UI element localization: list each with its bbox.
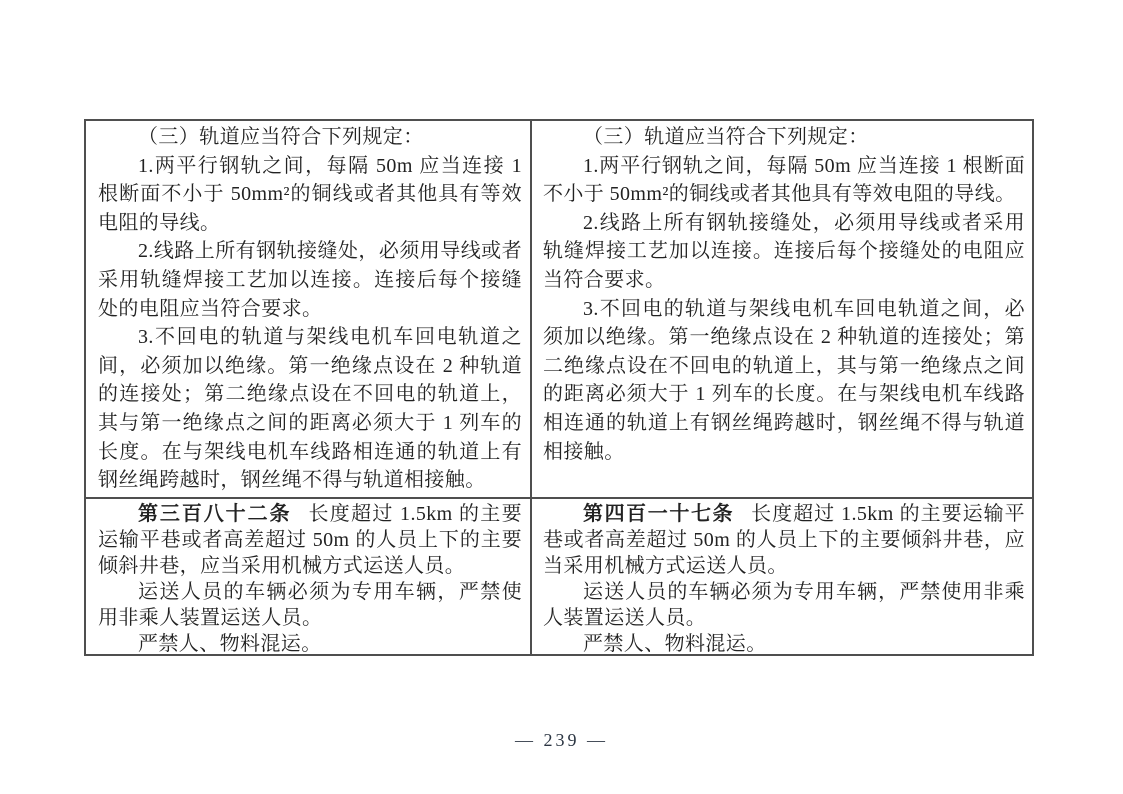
cell-right-article-417 bbox=[532, 499, 1032, 654]
article-lead-text: 长度超过 1.5km 的主要运输平巷或者高差超过 50m 的人员上下的主要倾斜井巷，应当采用机械方式运送人员。 bbox=[98, 503, 522, 577]
regulation-comparison-table bbox=[84, 119, 1034, 656]
cell-left-article-382 bbox=[86, 499, 532, 654]
section-heading: （三）轨道应当符合下列规定： bbox=[583, 126, 869, 148]
rule-item-1: 1.两平行钢轨之间，每隔 50m 应当连接 1 根断面不小于 50mm²的铜线或者其他具有等效电阻的导线。 bbox=[543, 154, 1025, 206]
article-lead-paragraph bbox=[98, 501, 522, 579]
cell-left-track-rules bbox=[86, 121, 532, 499]
rule-item-3: 3.不回电的轨道与架线电机车回电轨道之间，必须加以绝缘。第一绝缘点设在 2 种轨道的连接处；第二绝缘点设在不回电的轨道上，其与第一绝缘点之间的距离必须大于 1 列车的长度。在与架线电机车线路相连通的轨道上有钢丝绳跨越时，钢丝绳不得与轨道相接触。 bbox=[98, 326, 522, 492]
article-paragraph: 严禁人、物料混运。 bbox=[138, 633, 322, 654]
rule-item-3: 3.不回电的轨道与架线电机车回电轨道之间，必须加以绝缘。第一绝缘点设在 2 种轨道的连接处；第二绝缘点设在不回电的轨道上，其与第一绝缘点之间的距离必须大于 1 列车的长度。在与架线电机车线路相连通的轨道上有钢丝绳跨越时，钢丝绳不得与轨道相接触。 bbox=[543, 297, 1025, 463]
rule-item-2: 2.线路上所有钢轨接缝处，必须用导线或者采用轨缝焊接工艺加以连接。连接后每个接缝处的电阻应当符合要求。 bbox=[98, 240, 522, 320]
article-number: 第四百一十七条 bbox=[583, 503, 735, 525]
article-paragraph: 运送人员的车辆必须为专用车辆，严禁使用非乘人装置运送人员。 bbox=[98, 581, 522, 629]
page-number: — 239 — bbox=[515, 730, 608, 750]
article-lead-paragraph bbox=[543, 501, 1025, 579]
article-number: 第三百八十二条 bbox=[138, 503, 292, 525]
cell-right-track-rules bbox=[532, 121, 1032, 499]
article-lead-text: 长度超过 1.5km 的主要运输平巷或者高差超过 50m 的人员上下的主要倾斜井巷，应当采用机械方式运送人员。 bbox=[543, 503, 1025, 577]
rule-item-2: 2.线路上所有钢轨接缝处，必须用导线或者采用轨缝焊接工艺加以连接。连接后每个接缝处的电阻应当符合要求。 bbox=[543, 211, 1025, 291]
article-paragraph: 运送人员的车辆必须为专用车辆，严禁使用非乘人装置运送人员。 bbox=[543, 581, 1025, 629]
section-heading: （三）轨道应当符合下列规定： bbox=[138, 126, 424, 148]
article-paragraph: 严禁人、物料混运。 bbox=[583, 633, 767, 654]
rule-item-1: 1.两平行钢轨之间，每隔 50m 应当连接 1 根断面不小于 50mm²的铜线或者其他具有等效电阻的导线。 bbox=[98, 154, 522, 234]
